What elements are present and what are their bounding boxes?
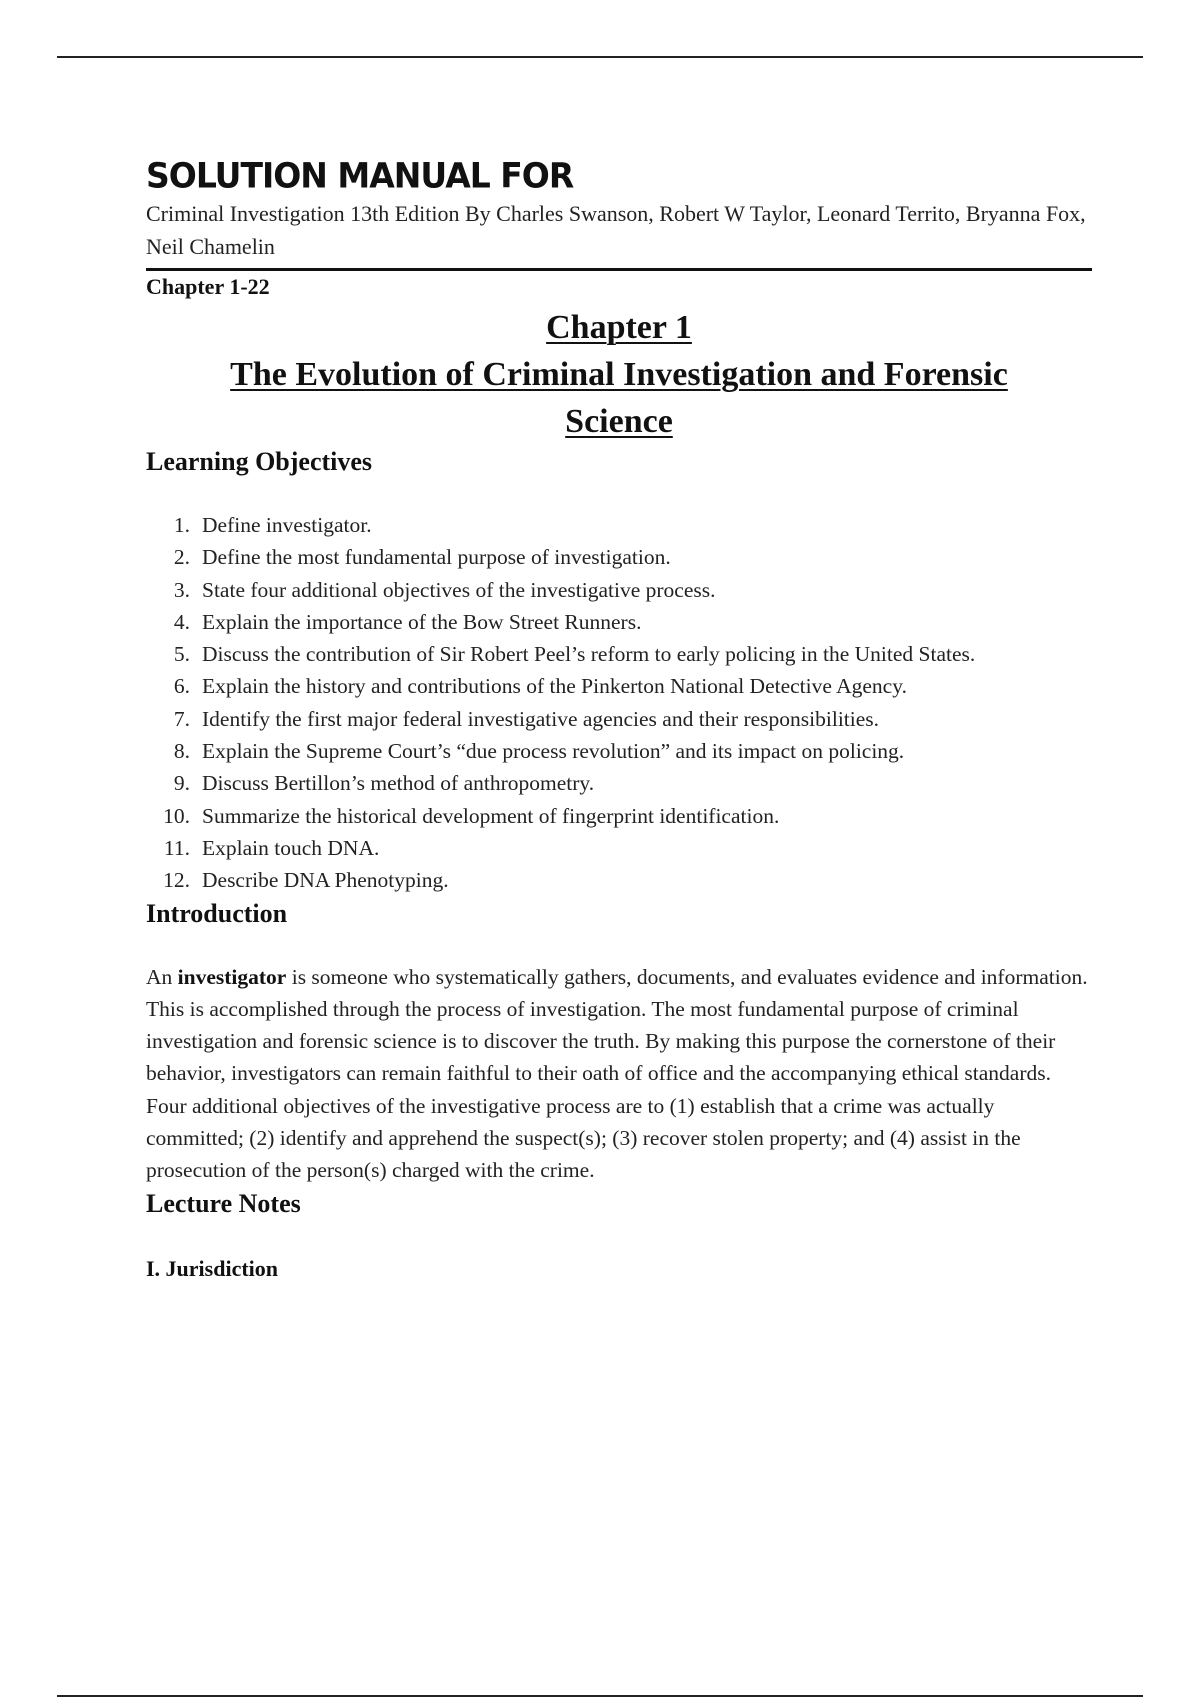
objective-item [146,767,1092,799]
lecture-notes-heading: Lecture Notes [146,1188,301,1218]
chapter-number: Chapter 1 [546,309,692,346]
page-top-rule [57,56,1143,58]
book-info: Criminal Investigation 13th Edition By Charles Swanson, Robert W Taylor, Leonard Territo, Bryanna Fox, Neil Chamelin [146,201,1086,259]
objective-text: Explain the Supreme Court’s “due process revolution” and its impact on policing. [202,739,905,764]
chapter-range: Chapter 1-22 [146,274,270,299]
objective-number: 7. [173,706,190,731]
objective-number: 9. [173,771,190,796]
objective-item [146,541,1092,573]
objective-number: 1. [173,513,190,537]
header-divider [146,268,1092,271]
objective-item [146,864,1092,896]
objective-text: Explain the importance of the Bow Street Runners. [202,609,642,634]
investigator-term: investigator [177,964,287,989]
objective-text: Define investigator. [202,513,372,537]
page-bottom-rule [57,1695,1143,1697]
objective-text: Discuss Bertillon’s method of anthropometry. [202,771,595,796]
objective-number: 5. [173,642,190,667]
manual-title: SOLUTION MANUAL FOR [146,155,574,196]
learning-objectives-list [146,509,1092,897]
objective-item [146,670,1092,702]
objective-text: Define the most fundamental purpose of investigation. [202,545,671,570]
objective-number: 4. [173,609,190,634]
objective-text: Describe DNA Phenotyping. [202,868,449,893]
objective-text: State four additional objectives of the investigative process. [202,577,716,602]
objective-number: 2. [173,545,190,570]
document-body [146,155,1092,1284]
objective-number: 12. [163,868,190,893]
objective-number: 6. [173,674,190,699]
objective-number: 8. [173,739,190,764]
introduction-paragraph: An investigator is someone who systematically gathers, documents, and evaluates evidence and information. This is accomplished through the process of investigation. The most fundamental purpose of criminal investigation and forensic science is to discover the truth. By making this purpose the cornerstone of their behavior, investigators can remain faithful to their oath of office and the accompanying ethical standards. Four additional objectives of the investigative process are to (1) establish that a crime was actually committed; (2) identify and apprehend the suspect(s); (3) recover stolen property; and (4) assist in the prosecution of the person(s) charged with the crime. [146,964,1088,1183]
objective-item [146,703,1092,735]
objective-number: 10. [163,803,190,828]
objective-text: Discuss the contribution of Sir Robert Peel’s reform to early policing in the United States. [202,642,976,667]
chapter-title: The Evolution of Criminal Investigation and Forensic Science [230,356,1008,440]
objective-item [146,509,1092,541]
objective-item [146,574,1092,606]
objective-number: 11. [163,835,190,860]
objective-item [146,735,1092,767]
objective-item [146,606,1092,638]
chapter-heading [146,304,1092,445]
learning-objectives-heading: Learning Objectives [146,447,373,476]
introduction-heading: Introduction [146,898,288,928]
objective-item [146,638,1092,670]
jurisdiction-subheading: I. Jurisdiction [146,1255,279,1281]
objective-text: Identify the first major federal investigative agencies and their responsibilities. [202,706,880,731]
objective-text: Explain the history and contributions of the Pinkerton National Detective Agency. [202,674,907,699]
objective-text: Summarize the historical development of fingerprint identification. [202,803,780,828]
objective-text: Explain touch DNA. [202,835,380,860]
objective-item [146,800,1092,832]
objective-item [146,832,1092,864]
objective-number: 3. [173,577,190,602]
